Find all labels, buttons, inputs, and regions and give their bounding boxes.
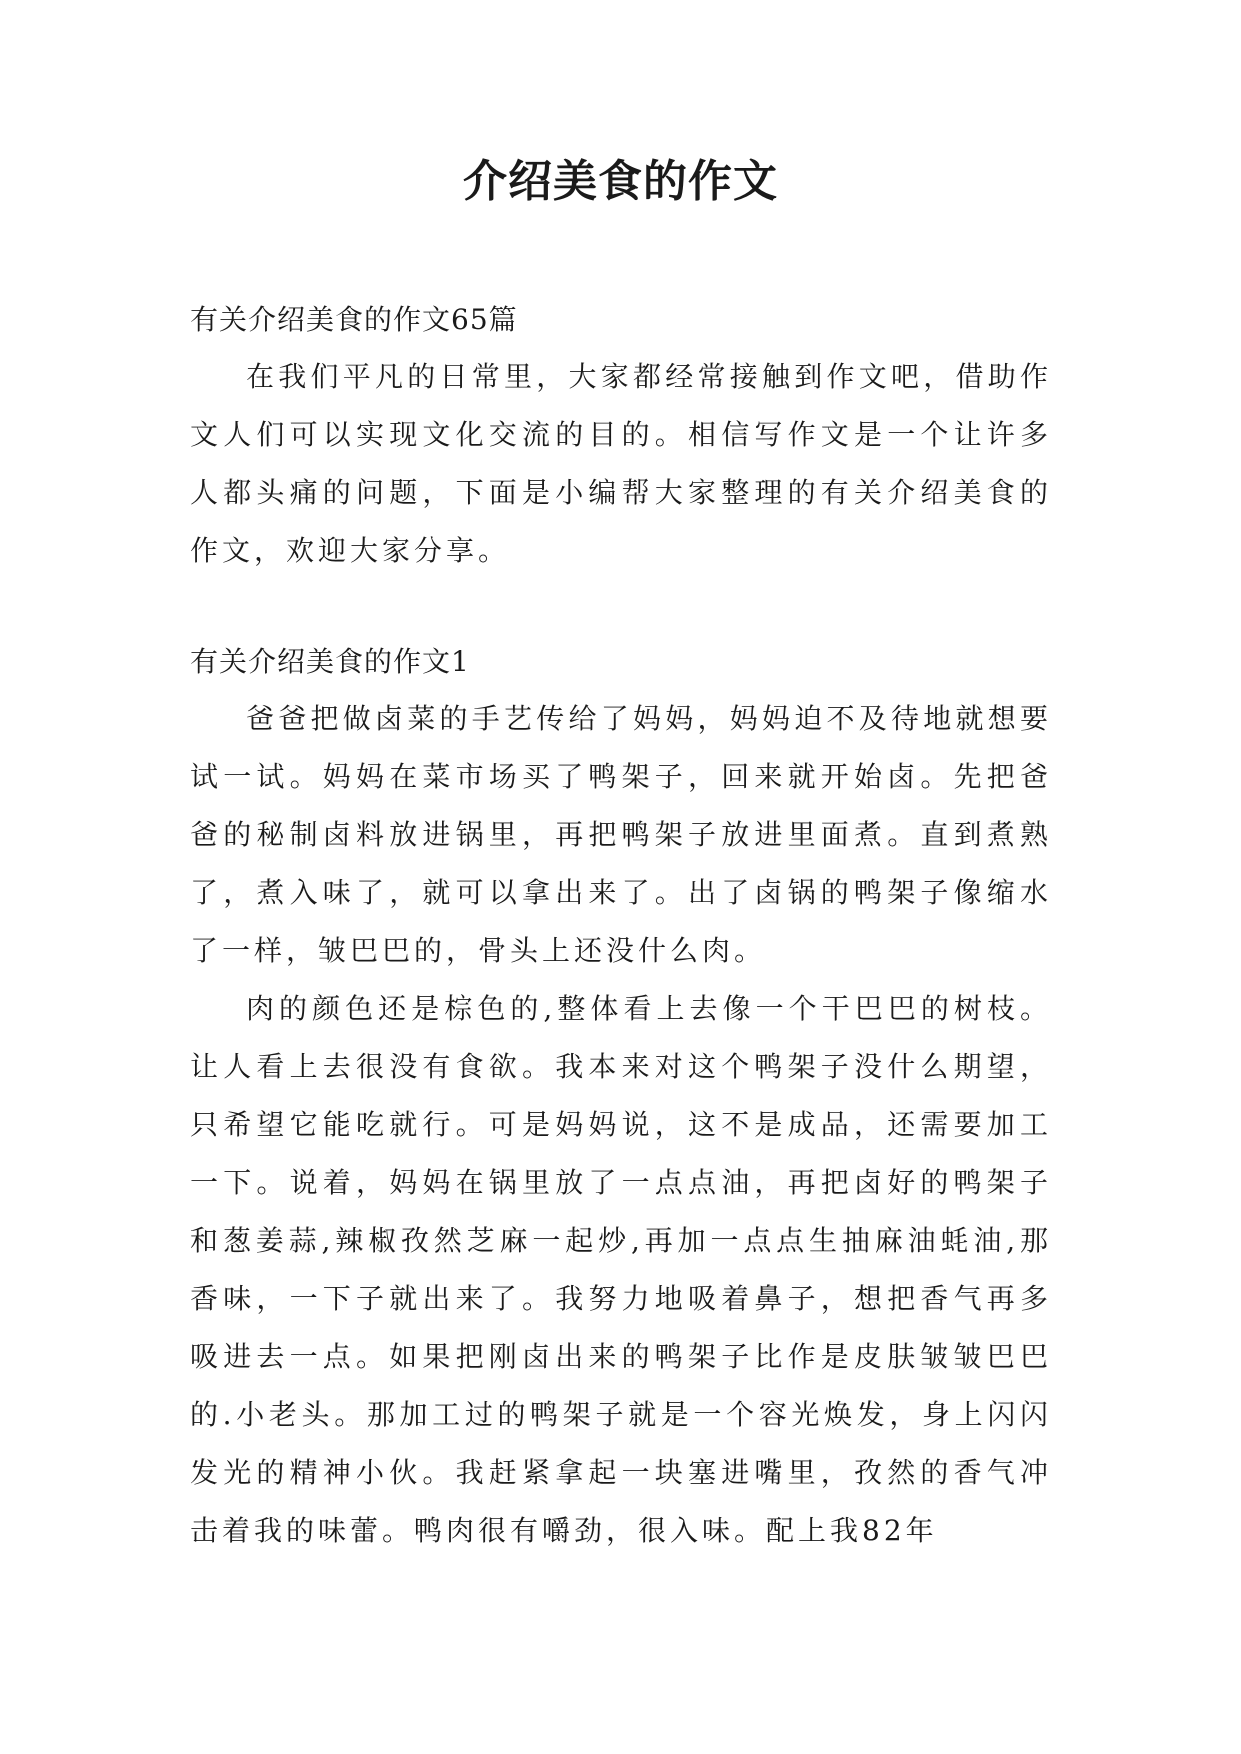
intro-heading: 有关介绍美食的作文65篇: [190, 303, 518, 336]
section1-paragraph-1: 爸爸把做卤菜的手艺传给了妈妈，妈妈迫不及待地就想要试一试。妈妈在菜市场买了鸭架子，回来就开始卤。先把爸爸的秘制卤料放进锅里，再把鸭架子放进里面煮。直到煮熟了，煮入味了，就可以拿出来了。出了卤锅的鸭架子像缩水了一样，皱巴巴的，骨头上还没什么肉。: [190, 702, 1052, 967]
document-body: [190, 292, 1052, 1560]
intro-paragraph: 在我们平凡的日常里，大家都经常接触到作文吧，借助作文人们可以实现文化交流的目的。相信写作文是一个让许多人都头痛的问题，下面是小编帮大家整理的有关介绍美食的作文，欢迎大家分享。: [190, 360, 1052, 567]
section-spacer: [190, 580, 1052, 634]
section1-heading: 有关介绍美食的作文1: [190, 645, 470, 678]
document-title: 介绍美食的作文: [463, 156, 778, 207]
section1-paragraph-2: 肉的颜色还是棕色的,整体看上去像一个干巴巴的树枝。让人看上去很没有食欲。我本来对这个鸭架子没什么期望，只希望它能吃就行。可是妈妈说，这不是成品，还需要加工一下。说着，妈妈在锅里放了一点点油，再把卤好的鸭架子和葱姜蒜,辣椒孜然芝麻一起炒,再加一点点生抽麻油蚝油,那香味，一下子就出来了。我努力地吸着鼻子，想把香气再多吸进去一点。如果把刚卤出来的鸭架子比作是皮肤皱皱巴巴的.小老头。那加工过的鸭架子就是一个容光焕发，身上闪闪发光的精神小伙。我赶紧拿起一块塞进嘴里，孜然的香气冲击着我的味蕾。鸭肉很有嚼劲，很入味。配上我82年: [190, 992, 1052, 1547]
